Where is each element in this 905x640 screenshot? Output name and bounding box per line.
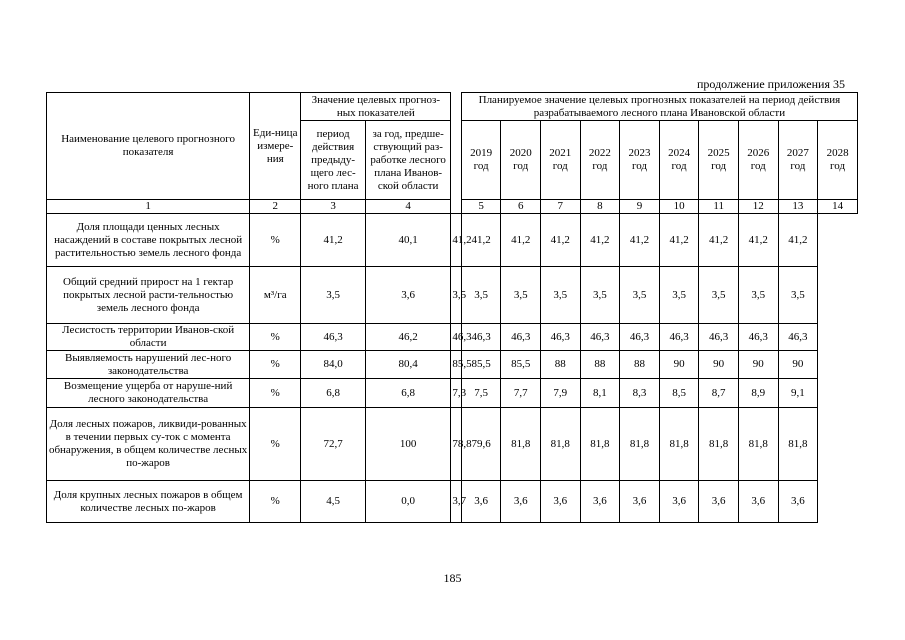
header-period: период действия предыду-щего лес-ного плана bbox=[301, 121, 366, 200]
year-value: 46,3 bbox=[451, 324, 461, 351]
year-value: 3,5 bbox=[461, 267, 501, 324]
table-row bbox=[47, 481, 858, 523]
period-value: 3,5 bbox=[301, 267, 366, 324]
header-unit: Еди-ница измере-ния bbox=[250, 93, 301, 200]
header-values-group: Значение целевых прогноз-ных показателей bbox=[301, 93, 451, 121]
column-number: 11 bbox=[699, 200, 739, 214]
indicator-name: Возмещение ущерба от наруше-ний лесного законодательства bbox=[47, 379, 250, 408]
unit-cell: м³/га bbox=[250, 267, 301, 324]
year-value: 88 bbox=[540, 351, 580, 379]
indicator-name: Лесистость территории Иванов-ской области bbox=[47, 324, 250, 351]
table-row bbox=[47, 408, 858, 481]
year-value: 3,6 bbox=[580, 481, 620, 523]
prev-year-value: 3,6 bbox=[365, 267, 450, 324]
year-value: 88 bbox=[580, 351, 620, 379]
year-value: 3,5 bbox=[451, 267, 461, 324]
header-year: 2023 год bbox=[620, 121, 660, 200]
indicator-name: Доля лесных пожаров, ликвиди-рованных в течении первых су-ток с момента обнаружения, в общем количестве лесных по-жаров bbox=[47, 408, 250, 481]
year-value: 81,8 bbox=[580, 408, 620, 481]
year-value: 79,6 bbox=[461, 408, 501, 481]
column-number: 7 bbox=[540, 200, 580, 214]
indicator-name: Доля крупных лесных пожаров в общем количестве лесных по-жаров bbox=[47, 481, 250, 523]
year-value: 46,3 bbox=[778, 324, 818, 351]
header-year: 2021 год bbox=[540, 121, 580, 200]
year-value: 41,2 bbox=[778, 214, 818, 267]
unit-cell: % bbox=[250, 481, 301, 523]
year-value: 90 bbox=[659, 351, 699, 379]
year-value: 3,5 bbox=[620, 267, 660, 324]
continuation-label: продолжение приложения 35 bbox=[697, 77, 845, 91]
header-year: 2020 год bbox=[501, 121, 541, 200]
year-value: 46,3 bbox=[540, 324, 580, 351]
period-value: 84,0 bbox=[301, 351, 366, 379]
period-value: 6,8 bbox=[301, 379, 366, 408]
unit-cell: % bbox=[250, 379, 301, 408]
year-value: 41,2 bbox=[461, 214, 501, 267]
year-value: 41,2 bbox=[580, 214, 620, 267]
column-number: 5 bbox=[461, 200, 501, 214]
unit-cell: % bbox=[250, 351, 301, 379]
header-year: 2028 год bbox=[818, 121, 858, 200]
year-value: 3,6 bbox=[778, 481, 818, 523]
header-row-1 bbox=[47, 93, 858, 121]
prev-year-value: 0,0 bbox=[365, 481, 450, 523]
year-value: 3,5 bbox=[540, 267, 580, 324]
year-value: 81,8 bbox=[699, 408, 739, 481]
table-row bbox=[47, 267, 858, 324]
column-number: 4 bbox=[365, 200, 450, 214]
year-value: 41,2 bbox=[451, 214, 461, 267]
table-row bbox=[47, 214, 858, 267]
year-value: 81,8 bbox=[540, 408, 580, 481]
year-value: 78,8 bbox=[451, 408, 461, 481]
year-value: 41,2 bbox=[620, 214, 660, 267]
year-value: 3,6 bbox=[699, 481, 739, 523]
year-value: 81,8 bbox=[738, 408, 778, 481]
table-row bbox=[47, 379, 858, 408]
year-value: 85,5 bbox=[501, 351, 541, 379]
year-value: 3,5 bbox=[699, 267, 739, 324]
year-value: 8,9 bbox=[738, 379, 778, 408]
year-value: 7,9 bbox=[540, 379, 580, 408]
header-name: Наименование целевого прогнозного показателя bbox=[47, 93, 250, 200]
year-value: 3,5 bbox=[580, 267, 620, 324]
indicators-table bbox=[46, 92, 858, 523]
year-value: 46,3 bbox=[580, 324, 620, 351]
period-value: 46,3 bbox=[301, 324, 366, 351]
year-value: 3,6 bbox=[540, 481, 580, 523]
year-value: 3,5 bbox=[738, 267, 778, 324]
column-number: 13 bbox=[778, 200, 818, 214]
header-year: 2026 год bbox=[738, 121, 778, 200]
column-number: 12 bbox=[738, 200, 778, 214]
year-value: 46,3 bbox=[501, 324, 541, 351]
year-value: 3,6 bbox=[659, 481, 699, 523]
indicator-name: Доля площади ценных лесных насаждений в составе покрытых лесной растительностью земель лесного фонда bbox=[47, 214, 250, 267]
year-value: 9,1 bbox=[778, 379, 818, 408]
year-value: 8,3 bbox=[620, 379, 660, 408]
period-value: 41,2 bbox=[301, 214, 366, 267]
table-row bbox=[47, 324, 858, 351]
year-value: 41,2 bbox=[738, 214, 778, 267]
year-value: 7,5 bbox=[461, 379, 501, 408]
year-value: 7,7 bbox=[501, 379, 541, 408]
year-value: 46,3 bbox=[659, 324, 699, 351]
table-row bbox=[47, 351, 858, 379]
year-value: 81,8 bbox=[620, 408, 660, 481]
year-value: 3,5 bbox=[501, 267, 541, 324]
column-number: 3 bbox=[301, 200, 366, 214]
year-value: 46,3 bbox=[461, 324, 501, 351]
unit-cell: % bbox=[250, 214, 301, 267]
year-value: 90 bbox=[738, 351, 778, 379]
column-number: 10 bbox=[659, 200, 699, 214]
year-value: 46,3 bbox=[620, 324, 660, 351]
indicator-name: Выявляемость нарушений лес-ного законодательства bbox=[47, 351, 250, 379]
year-value: 41,2 bbox=[659, 214, 699, 267]
prev-year-value: 100 bbox=[365, 408, 450, 481]
prev-year-value: 6,8 bbox=[365, 379, 450, 408]
year-value: 8,1 bbox=[580, 379, 620, 408]
header-year: 2025 год bbox=[699, 121, 739, 200]
header-year: 2024 год bbox=[659, 121, 699, 200]
prev-year-value: 80,4 bbox=[365, 351, 450, 379]
year-value: 3,6 bbox=[738, 481, 778, 523]
period-value: 72,7 bbox=[301, 408, 366, 481]
year-value: 41,2 bbox=[501, 214, 541, 267]
unit-cell: % bbox=[250, 408, 301, 481]
year-value: 90 bbox=[778, 351, 818, 379]
year-value: 41,2 bbox=[699, 214, 739, 267]
year-value: 3,6 bbox=[620, 481, 660, 523]
year-value: 81,8 bbox=[778, 408, 818, 481]
year-value: 85,5 bbox=[451, 351, 461, 379]
year-value: 3,6 bbox=[501, 481, 541, 523]
year-value: 41,2 bbox=[540, 214, 580, 267]
year-value: 3,5 bbox=[659, 267, 699, 324]
unit-cell: % bbox=[250, 324, 301, 351]
year-value: 46,3 bbox=[738, 324, 778, 351]
prev-year-value: 40,1 bbox=[365, 214, 450, 267]
page-number: 185 bbox=[443, 571, 462, 585]
column-number: 2 bbox=[250, 200, 301, 214]
period-value: 4,5 bbox=[301, 481, 366, 523]
year-value: 88 bbox=[620, 351, 660, 379]
year-value: 8,5 bbox=[659, 379, 699, 408]
year-value: 85,5 bbox=[461, 351, 501, 379]
column-number: 9 bbox=[620, 200, 660, 214]
year-value: 81,8 bbox=[501, 408, 541, 481]
header-prev-year: за год, предше-ствующий раз-работке лесного плана Иванов-ской области bbox=[365, 121, 450, 200]
year-value: 90 bbox=[699, 351, 739, 379]
column-number: 1 bbox=[47, 200, 250, 214]
header-year: 2022 год bbox=[580, 121, 620, 200]
year-value: 81,8 bbox=[659, 408, 699, 481]
year-value: 46,3 bbox=[699, 324, 739, 351]
year-value: 8,7 bbox=[699, 379, 739, 408]
year-value: 7,3 bbox=[451, 379, 461, 408]
header-year: 2027 год bbox=[778, 121, 818, 200]
year-value: 3,6 bbox=[461, 481, 501, 523]
year-value: 3,5 bbox=[778, 267, 818, 324]
column-number: 8 bbox=[580, 200, 620, 214]
prev-year-value: 46,2 bbox=[365, 324, 450, 351]
indicator-name: Общий средний прирост на 1 гектар покрытых лесной расти-тельностью земель лесного фонда bbox=[47, 267, 250, 324]
column-number: 14 bbox=[818, 200, 858, 214]
column-number: 6 bbox=[501, 200, 541, 214]
header-planned-group: Планируемое значение целевых прогнозных показателей на период действия разрабатываемого лесного плана Ивановской области bbox=[461, 93, 857, 121]
year-value: 3,7 bbox=[451, 481, 461, 523]
header-year: 2019 год bbox=[461, 121, 501, 200]
